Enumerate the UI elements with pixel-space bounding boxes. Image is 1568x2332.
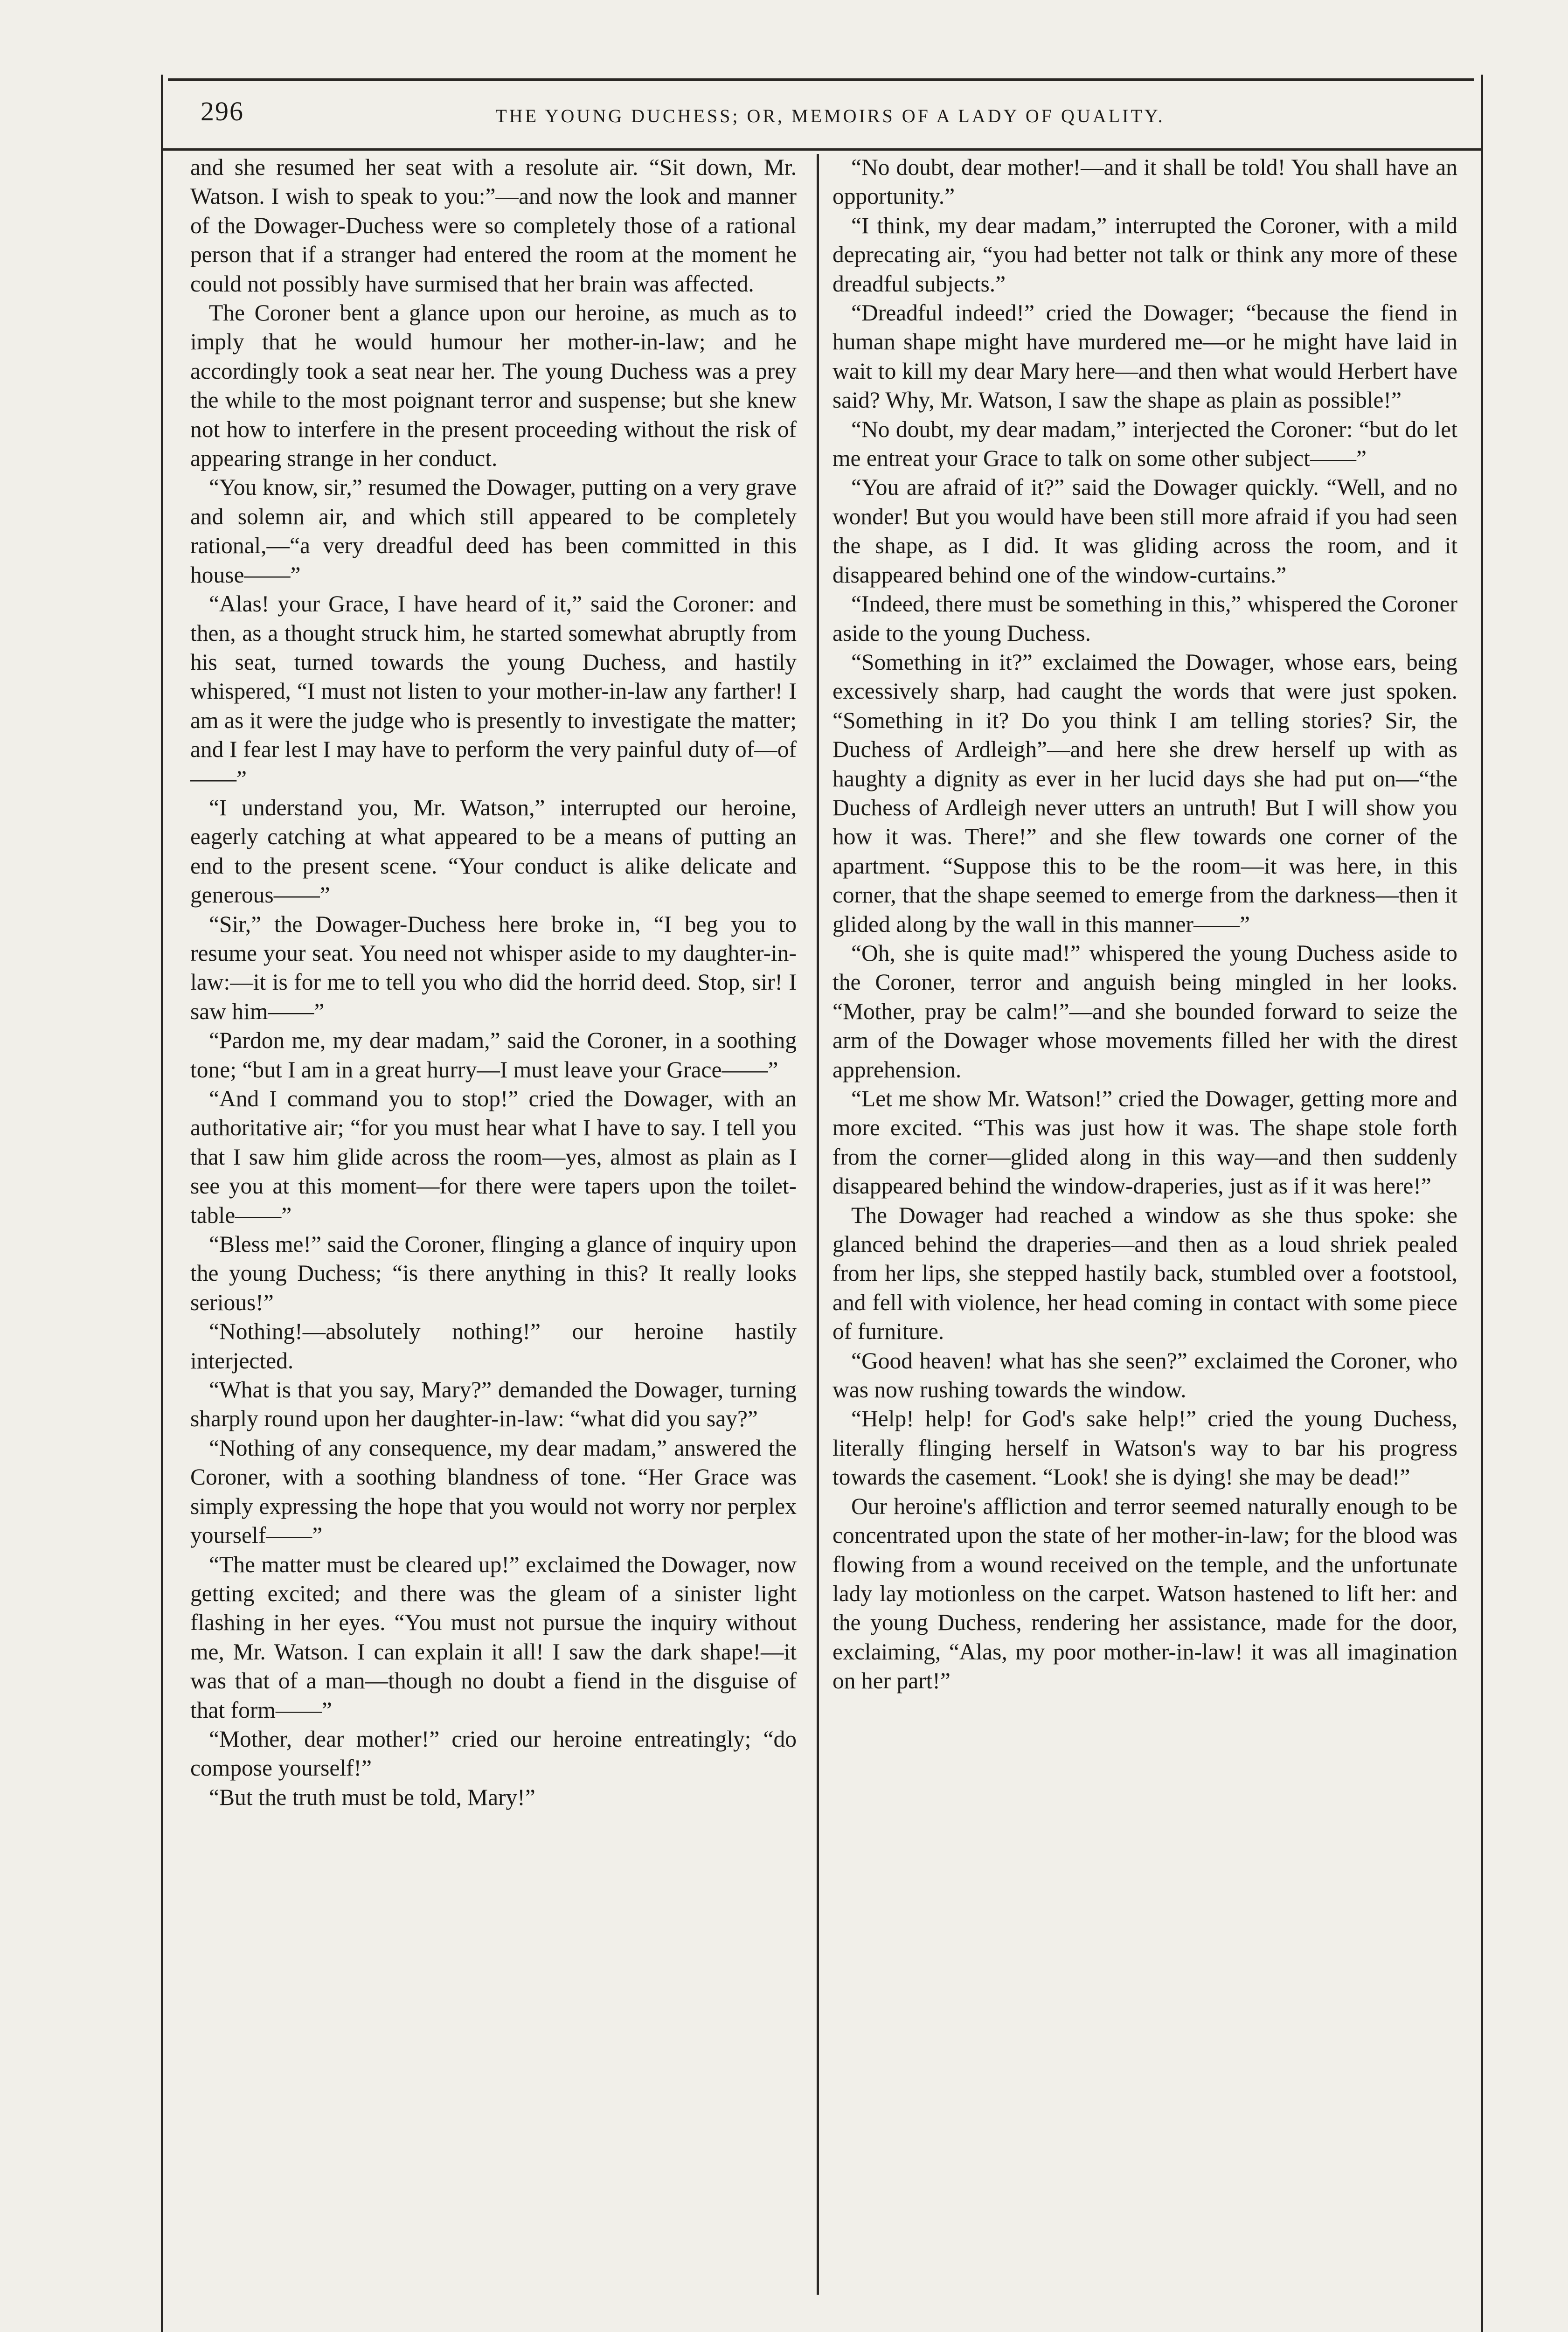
paragraph: “Good heaven! what has she seen?” exclaimed the Coroner, who was now rushing towards the window. <box>833 1347 1457 1403</box>
paragraph: “Pardon me, my dear madam,” said the Coroner, in a soothing tone; “but I am in a great hurry—I must leave your Grace——” <box>190 1027 797 1083</box>
header-rule <box>161 148 1483 151</box>
top-rule <box>168 78 1474 81</box>
paragraph: “Nothing!—absolutely nothing!” our heroine hastily interjected. <box>190 1319 797 1374</box>
paragraph: and she resumed her seat with a resolute air. “Sit down, Mr. Watson. I wish to speak to you:”—and now the look and manner of the Dowager-Duchess were so completely those of a rational person that if a stranger had entered the room at the moment he could not possibly have surmised that her brain was affected. <box>190 154 797 297</box>
paragraph: “But the truth must be told, Mary!” <box>209 1784 535 1810</box>
paragraph: “Dreadful indeed!” cried the Dowager; “because the fiend in human shape might have murdered me—or he might have laid in wait to kill my dear Mary here—and then what would Herbert have said? Why, Mr. Watson, I saw the shape as plain as possible!” <box>833 300 1457 413</box>
paragraph: The Dowager had reached a window as she thus spoke: she glanced behind the draperies—and then as a loud shriek pealed from her lips, she stepped hastily back, stumbled over a footstool, and fell with violence, her head coming in contact with some piece of furniture. <box>833 1202 1457 1345</box>
paragraph: “Bless me!” said the Coroner, flinging a glance of inquiry upon the young Duchess; “is there anything in this? It really looks serious!” <box>190 1231 797 1315</box>
running-title: THE YOUNG DUCHESS; OR, MEMOIRS OF A LADY OF QUALITY. <box>495 105 1165 126</box>
paragraph: Our heroine's affliction and terror seemed naturally enough to be concentrated upon the state of her mother-in-law; for the blood was flowing from a wound received on the temple, and the unfortunate lady lay motionless on the carpet. Watson hastened to lift her: and the young Duchess, rendering her assistance, made for the door, exclaiming, “Alas, my poor mother-in-law! it was all imagination on her part!” <box>833 1493 1457 1694</box>
left-column <box>190 153 797 1812</box>
left-border-rule <box>161 75 163 2332</box>
paragraph: “Indeed, there must be something in this,” whispered the Coroner aside to the young Duchess. <box>833 591 1457 646</box>
paragraph: The Coroner bent a glance upon our heroine, as much as to imply that he would humour her mother-in-law; and he accordingly took a seat near her. The young Duchess was a prey the while to the most poignant terror and suspense; but she knew not how to interfere in the present proceeding without the risk of appearing strange in her conduct. <box>190 300 797 472</box>
paragraph: “Mother, dear mother!” cried our heroine entreatingly; “do compose yourself!” <box>190 1726 797 1781</box>
paragraph: “Nothing of any consequence, my dear madam,” answered the Coroner, with a soothing blandness of tone. “Her Grace was simply expressing the hope that you would not worry nor perplex yourself——” <box>190 1435 797 1548</box>
paragraph: “No doubt, my dear madam,” interjected the Coroner: “but do let me entreat your Grace to talk on some other subject——” <box>833 416 1457 472</box>
paragraph: “No doubt, dear mother!—and it shall be told! You shall have an opportunity.” <box>833 154 1457 209</box>
paragraph: “You are afraid of it?” said the Dowager quickly. “Well, and no wonder! But you would have been still more afraid if you had seen the shape, as I did. It was gliding across the room, and it disappeared behind one of the window-curtains.” <box>833 474 1457 588</box>
paragraph: “Something in it?” exclaimed the Dowager, whose ears, being excessively sharp, had caught the words that were just spoken. “Something in it? Do you think I am telling stories? Sir, the Duchess of Ardleigh”—and here she drew herself up with as haughty a dignity as ever in her lucid days she had put on—“the Duchess of Ardleigh never utters an untruth! But I will show you how it was. There!” and she flew towards one corner of the apartment. “Suppose this to be the room—it was here, in this corner, that the shape seemed to emerge from the darkness—then it glided along by the wall in this manner——” <box>833 649 1457 937</box>
paragraph: “Oh, she is quite mad!” whispered the young Duchess aside to the Coroner, terror and anguish being mingled in her looks. “Mother, pray be calm!”—and she bounded forward to seize the arm of the Dowager whose movements filled her with the direst apprehension. <box>833 940 1457 1083</box>
paragraph: “Let me show Mr. Watson!” cried the Dowager, getting more and more excited. “This was just how it was. The shape stole forth from the corner—glided along in this way—and then suddenly disappeared behind the window-draperies, just as if it was here!” <box>833 1086 1457 1199</box>
column-divider <box>817 154 819 2295</box>
paragraph: “And I command you to stop!” cried the Dowager, with an authoritative air; “for you must hear what I have to say. I tell you that I saw him glide across the room—yes, almost as plain as I see you at this moment—for there were tapers upon the toilet-table——” <box>190 1086 797 1228</box>
paragraph: “What is that you say, Mary?” demanded the Dowager, turning sharply round upon her daughter-in-law: “what did you say?” <box>190 1377 797 1432</box>
paragraph: “The matter must be cleared up!” exclaimed the Dowager, now getting excited; and there was the gleam of a sinister light flashing in her eyes. “You must not pursue the inquiry without me, Mr. Watson. I can explain it all! I saw the dark shape!—it was that of a man—though no doubt a fiend in the disguise of that form——” <box>190 1551 797 1723</box>
paragraph: “You know, sir,” resumed the Dowager, putting on a very grave and solemn air, and which still appeared to be completely rational,—“a very dreadful deed has been committed in this house——” <box>190 474 797 588</box>
page-header <box>201 96 1460 133</box>
paragraph: “Sir,” the Dowager-Duchess here broke in, “I beg you to resume your seat. You need not whisper aside to my daughter-in-law:—it is for me to tell you who did the horrid deed. Stop, sir! I saw him——” <box>190 911 797 1024</box>
right-border-rule <box>1481 75 1483 2332</box>
page-number: 296 <box>201 96 244 126</box>
paragraph: “I think, my dear madam,” interrupted the Coroner, with a mild deprecating air, “you had better not talk or think any more of these dreadful subjects.” <box>833 212 1457 297</box>
paragraph: “I understand you, Mr. Watson,” interrupted our heroine, eagerly catching at what appeared to be a means of putting an end to the present scene. “Your conduct is alike delicate and generous——” <box>190 794 797 908</box>
paragraph: “Alas! your Grace, I have heard of it,” said the Coroner: and then, as a thought struck him, he started somewhat abruptly from his seat, turned towards the young Duchess, and hastily whispered, “I must not listen to your mother-in-law any farther! I am as it were the judge who is presently to investigate the matter; and I fear lest I may have to perform the very painful duty of—of——” <box>190 591 797 791</box>
paragraph: “Help! help! for God's sake help!” cried the young Duchess, literally flinging herself in Watson's way to bar his progress towards the casement. “Look! she is dying! she may be dead!” <box>833 1406 1457 1490</box>
right-column <box>833 153 1457 1696</box>
